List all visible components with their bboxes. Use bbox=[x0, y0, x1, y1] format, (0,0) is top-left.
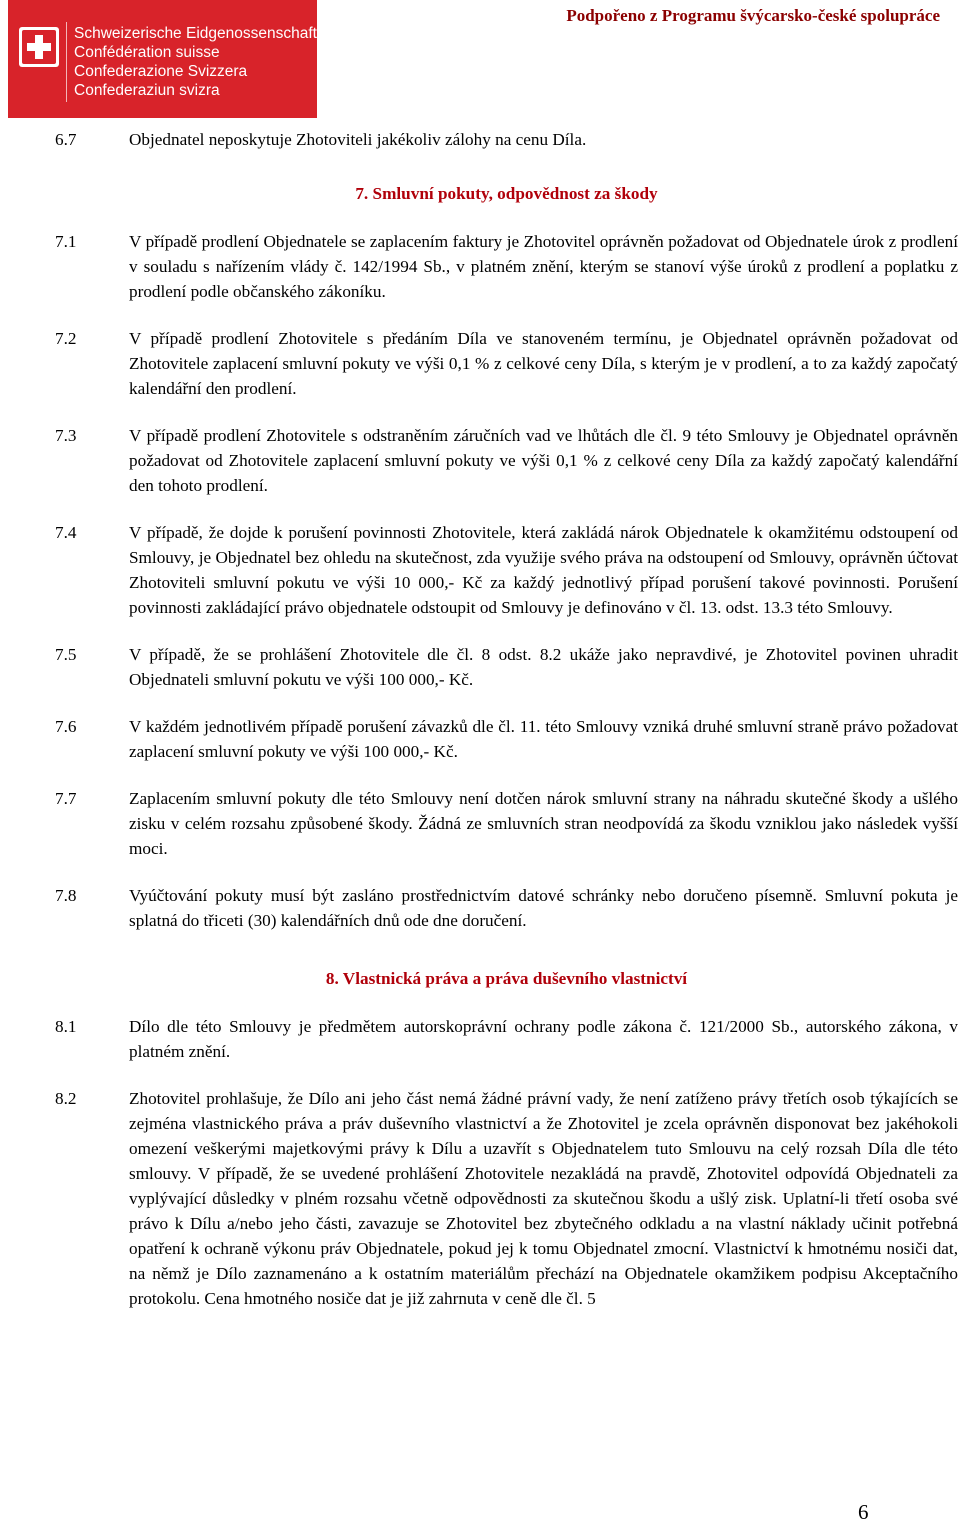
logo-line-german: Schweizerische Eidgenossenschaft bbox=[74, 25, 317, 42]
clause-text: Zhotovitel prohlašuje, že Dílo ani jeho část nemá žádné právní vady, že není zatíženo právy třetích osob týkajících se zejména vlastnického práva a práv duševního vlastnictví a že Zhotovitel je zcela oprávněn disponovat bez jakéhokoli omezení veškerými majetkovými právy k Dílu a uzavřít s Objednatelem tuto Smlouvu na celý rozsah Díla dle této smlouvy. V případě, že se uvedené prohlášení Zhotovitele nezakládá na pravdě, Zhotovitel odpovídá Objednateli za vyplývající důsledky v plném rozsahu včetně odpovědnosti za skutečnou škodu a ušlý zisk. Uplatní-li třetí osoba své právo k Dílu a/nebo jeho části, zavazuje se Zhotovitel bez zbytečného odkladu a na vlastní náklady učinit potřebná opatření k ochraně výkonu práv Objednatele, pokud jej k tomu Objednatel zmocní. Vlastnictví k hmotnému nosiči dat, na němž je Dílo zaznamenáno a k ostatním materiálům přechází na Objednatele okamžikem podpisu Akceptačního protokolu. Cena hmotného nosiče dat je již zahrnuta v ceně dle čl. 5 bbox=[129, 1089, 958, 1308]
clause-text: V případě, že dojde k porušení povinnosti Zhotovitele, která zakládá nárok Objednatele k okamžitému odstoupení od Smlouvy, je Objednatel bez ohledu na skutečnost, zda využije svého práva na odstoupení od Smlouvy, oprávněn účtovat Zhotoviteli smluvní pokutu ve výši 10 000,- Kč za každý jednotlivý případ porušení takové povinnosti. Porušení povinnosti zakládající právo objednatele odstoupit od Smlouvy je definováno v čl. 13. odst. 13.3 této Smlouvy. bbox=[129, 523, 958, 617]
clause-number: 7.7 bbox=[55, 789, 77, 808]
swiss-cross-icon bbox=[19, 27, 59, 67]
logo-text bbox=[74, 24, 317, 100]
clause-number: 7.8 bbox=[55, 886, 77, 905]
page-number: 6 bbox=[858, 1500, 869, 1524]
clause-8-2 bbox=[55, 1086, 958, 1311]
section-7-heading: 7. Smluvní pokuty, odpovědnost za škody bbox=[355, 184, 658, 203]
clause-number: 7.3 bbox=[55, 426, 77, 445]
logo-line-french: Confédération suisse bbox=[74, 44, 220, 61]
clause-number: 8.1 bbox=[55, 1017, 77, 1036]
clause-text: V případě prodlení Zhotovitele s předáním Díla ve stanoveném termínu, je Objednatel oprávněn požadovat od Zhotovitele zaplacení smluvní pokuty ve výši 0,1 % z celkové ceny Díla, s kterým je v prodlení, a to za každý započatý kalendářní den prodlení. bbox=[129, 329, 958, 398]
clause-number: 7.6 bbox=[55, 717, 77, 736]
logo-line-romansh: Confederaziun svizra bbox=[74, 82, 220, 99]
clause-7-6 bbox=[55, 714, 958, 764]
clause-text: Objednatel neposkytuje Zhotoviteli jakékoliv zálohy na cenu Díla. bbox=[129, 130, 587, 149]
swiss-confederation-logo bbox=[8, 0, 317, 118]
clause-7-7 bbox=[55, 786, 958, 861]
clause-text: Dílo dle této Smlouvy je předmětem autorskoprávní ochrany podle zákona č. 121/2000 Sb., autorského zákona, v platném znění. bbox=[129, 1017, 958, 1061]
logo-line-italian: Confederazione Svizzera bbox=[74, 63, 248, 80]
logo-divider bbox=[66, 22, 67, 102]
clause-7-1 bbox=[55, 229, 958, 304]
clause-number: 7.1 bbox=[55, 232, 77, 251]
document-body bbox=[55, 127, 958, 1333]
clause-text: V každém jednotlivém případě porušení závazků dle čl. 11. této Smlouvy vzniká druhé smluvní straně právo požadovat zaplacení smluvní pokuty ve výši 100 000,- Kč. bbox=[129, 717, 958, 761]
clause-text: V případě, že se prohlášení Zhotovitele dle čl. 8 odst. 8.2 ukáže jako nepravdivé, je Zhotovitel povinen uhradit Objednateli smluvní pokutu ve výši 100 000,- Kč. bbox=[129, 645, 958, 689]
clause-6-7 bbox=[55, 127, 958, 152]
clause-text: V případě prodlení Zhotovitele s odstraněním záručních vad ve lhůtách dle čl. 9 této Smlouvy je Objednatel oprávněn požadovat od Zhotovitele zaplacení smluvní pokuty ve výši 0,1 % z celkové ceny Díla za každý započatý kalendářní den tohoto prodlení. bbox=[129, 426, 958, 495]
clause-number: 6.7 bbox=[55, 130, 77, 149]
clause-7-4 bbox=[55, 520, 958, 620]
clause-number: 8.2 bbox=[55, 1089, 77, 1108]
clause-7-2 bbox=[55, 326, 958, 401]
clause-number: 7.2 bbox=[55, 329, 77, 348]
clause-7-3 bbox=[55, 423, 958, 498]
clause-number: 7.5 bbox=[55, 645, 77, 664]
clause-7-8 bbox=[55, 883, 958, 933]
section-8-heading: 8. Vlastnická práva a práva duševního vlastnictví bbox=[325, 969, 688, 988]
clause-text: Vyúčtování pokuty musí být zasláno prostřednictvím datové schránky nebo doručeno písemně. Smluvní pokuta je splatná do třiceti (30) kalendářních dnů ode dne doručení. bbox=[129, 886, 958, 930]
clause-number: 7.4 bbox=[55, 523, 77, 542]
header-title: Podpořeno z Programu švýcarsko-české spolupráce bbox=[566, 6, 940, 25]
clause-text: V případě prodlení Objednatele se zaplacením faktury je Zhotovitel oprávněn požadovat od Objednatele úrok z prodlení v souladu s nařízením vlády č. 142/1994 Sb., v platném znění, kterým se stanoví výše úroků z prodlení a poplatku z prodlení podle občanského zákoníku. bbox=[129, 232, 958, 301]
clause-8-1 bbox=[55, 1014, 958, 1064]
clause-7-5 bbox=[55, 642, 958, 692]
clause-text: Zaplacením smluvní pokuty dle této Smlouvy není dotčen nárok smluvní strany na náhradu skutečné škody a ušlého zisku v celém rozsahu způsobené škody. Žádná ze smluvních stran neodpovídá za škodu vzniklou jako následek vyšší moci. bbox=[129, 789, 958, 858]
